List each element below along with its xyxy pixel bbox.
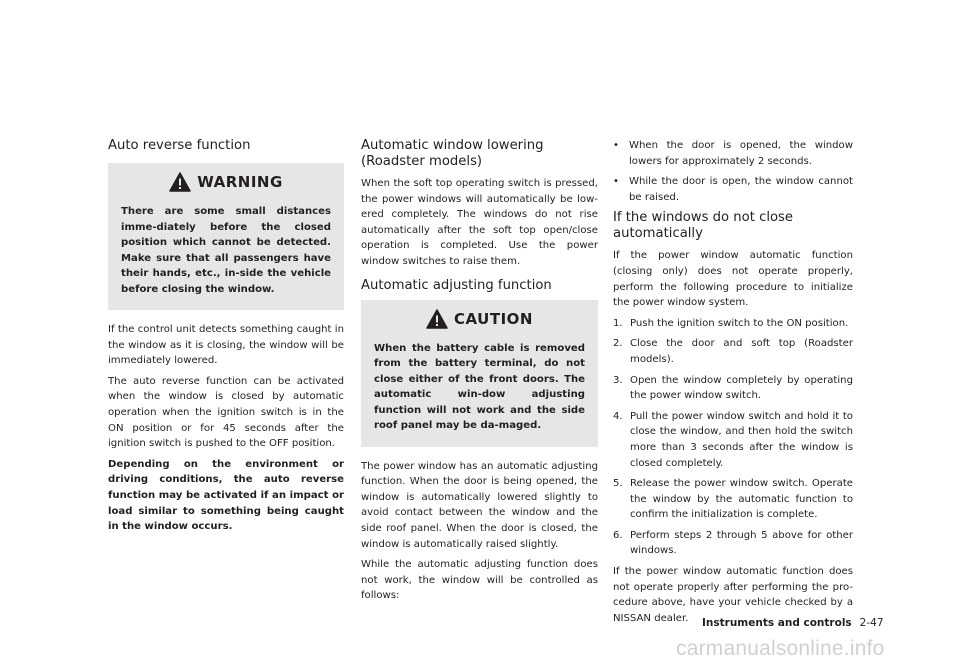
warning-triangle-icon	[426, 309, 448, 329]
step-text: Release the power window switch. Operate the window by the automatic function to confirm the initialization is complete.	[630, 478, 853, 521]
bullet-mark: •	[613, 176, 619, 188]
bullet-list	[613, 138, 853, 205]
section-heading-auto-reverse: Auto reverse function	[108, 138, 251, 153]
warning-text: There are some small distances imme-diately before the closed position which cannot be detected. Make sure that all passengers have their hands, etc., in-side the vehicle before closing the window.	[121, 206, 331, 295]
step-text: Push the ignition switch to the ON position.	[630, 317, 849, 329]
list-item	[613, 174, 853, 205]
paragraph-bold: Depending on the environment or driving conditions, the auto reverse function may be activated if an impact or load similar to something being caught in the window occurs.	[108, 458, 344, 533]
column-left	[108, 138, 344, 540]
step-number: 1.	[613, 317, 623, 329]
paragraph: The auto reverse function can be activated when the window is closed by automatic operation when the ignition switch is in the ON position or for 45 seconds after the ignition switch is pushed to the OFF position.	[108, 375, 344, 450]
caution-text: When the battery cable is removed from the battery terminal, do not close either of the front doors. The automatic win-dow adjusting function will not work and the side roof panel may be da-maged.	[374, 342, 585, 432]
list-item	[613, 138, 853, 169]
watermark: carmanualsonline.info	[676, 637, 885, 660]
page-number: 2-47	[859, 617, 884, 629]
step-text: Perform steps 2 through 5 above for other windows.	[630, 529, 853, 557]
paragraph: If the power window automatic function (closing only) does not operate properly, perform the following procedure to initialize the power window system.	[613, 250, 853, 309]
step-number: 5.	[613, 478, 623, 490]
caution-box	[361, 300, 598, 447]
paragraph: While the automatic adjusting function does not work, the window will be controlled as follows:	[361, 559, 598, 602]
list-item	[613, 409, 853, 471]
step-text: Close the door and soft top (Roadster models).	[630, 338, 853, 365]
warning-title: WARNING	[197, 173, 283, 191]
list-item	[613, 316, 853, 332]
footer-section-title: Instruments and controls	[702, 617, 852, 629]
step-number: 3.	[613, 374, 623, 386]
warning-header	[118, 172, 334, 192]
paragraph: If the power window automatic function does not operate properly after performing the pro-cedure above, have your vehicle checked by a NISSAN dealer.	[613, 566, 853, 624]
section-heading-adjusting: Automatic adjusting function	[361, 277, 552, 293]
caution-header	[371, 309, 588, 329]
bullet-text: While the door is open, the window cannot be raised.	[629, 176, 853, 203]
section-heading-not-close: If the windows do not close automatically	[613, 210, 794, 242]
steps-list	[613, 316, 853, 559]
warning-box	[108, 163, 344, 310]
list-item	[613, 373, 853, 404]
bullet-mark: •	[613, 140, 619, 151]
step-text: Pull the power window switch and hold it to close the window, and then hold the switch more than 3 seconds after the window is closed completely.	[630, 410, 853, 469]
list-item	[613, 336, 853, 367]
list-item	[613, 528, 853, 559]
paragraph: When the soft top operating switch is pressed, the power windows will automatically be low-ered completely. The windows do not rise automatically after the soft top open/close operation is completed. Use the power window switches to raise them.	[361, 178, 598, 267]
page-footer	[702, 617, 884, 629]
column-middle	[361, 138, 598, 609]
column-right	[613, 138, 853, 631]
section-heading-window-lowering: Automatic window lowering (Roadster models)	[361, 138, 544, 169]
paragraph: The power window has an automatic adjusting function. When the door is being opened, the window is automatically lowered slightly to avoid contact between the window and the side roof panel. When the door is closed, the window is automatically raised slightly.	[361, 460, 598, 550]
step-number: 2.	[613, 338, 623, 350]
caution-title: CAUTION	[454, 309, 533, 328]
step-number: 4.	[613, 410, 623, 422]
list-item	[613, 476, 853, 523]
step-text: Open the window completely by operating the power window switch.	[630, 374, 853, 402]
warning-triangle-icon	[169, 172, 191, 192]
paragraph: If the control unit detects something caught in the window as it is closing, the window will be immediately lowered.	[108, 324, 344, 367]
bullet-text: When the door is opened, the window lowers for approximately 2 seconds.	[629, 140, 853, 167]
step-number: 6.	[613, 529, 623, 541]
